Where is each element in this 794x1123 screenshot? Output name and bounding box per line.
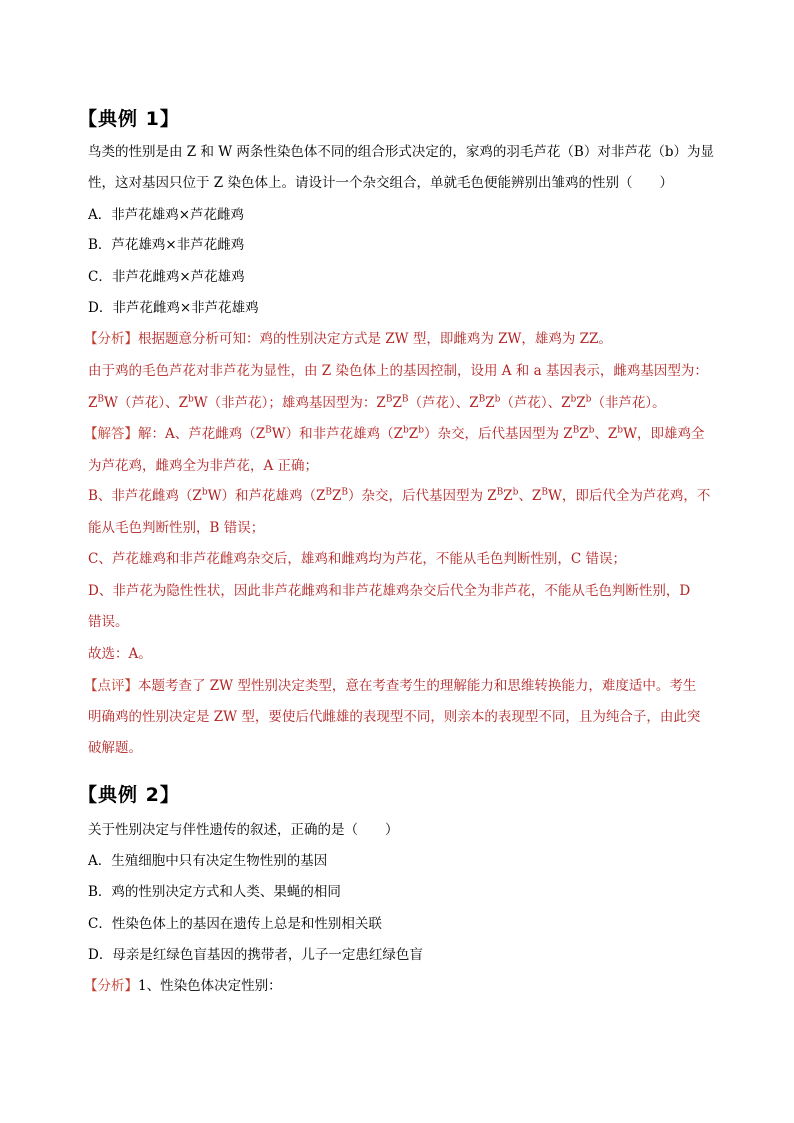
example1-analysis-line: 由于鸡的毛色芦花对非芦花为显性，由 Z 染色体上的基因控制，设用 A 和 a 基因表示，雌鸡基因型为： (88, 363, 708, 379)
example1-option-d: D．非芦花雌鸡×非芦花雄鸡 (88, 300, 259, 316)
example1-question-line: 性，这对基因只位于 Z 染色体上。请设计一个杂交组合，单就毛色便能辨别出雏鸡的性别（ ） (88, 175, 673, 191)
answer-tag: 【解答】 (84, 426, 138, 442)
example1-answer-line: 为芦花鸡，雌鸡全为非芦花，A 正确； (88, 458, 319, 474)
example1-answer-line: 能从毛色判断性别，B 错误； (88, 520, 265, 536)
example1-heading: 【典例 1】 (78, 108, 180, 130)
example2-option-a: A．生殖细胞中只有决定生物性别的基因 (88, 853, 328, 869)
analysis-text: 根据题意分析可知：鸡的性别决定方式是 ZW 型，即雌鸡为 ZW，雄鸡为 ZZ。 (138, 331, 612, 347)
answer-text: 解：A、芦花雌鸡$(Z^BW)$和非芦花雄鸡$(Z^bZ^b)$杂交，后代基因型为 $Z^BZ^b$、$Z^bW$，即雄鸡全 (138, 425, 705, 442)
example1-comment-line (84, 676, 696, 696)
comment-tag: 【点评】 (84, 678, 138, 694)
example1-answer-line: C、芦花雄鸡和非芦花雌鸡杂交后，雄鸡和雌鸡均为芦花，不能从毛色判断性别，C 错误； (88, 551, 626, 567)
example2-heading: 【典例 2】 (78, 784, 180, 806)
example2-analysis-line (84, 976, 282, 996)
example1-answer-line: B、非芦花雌鸡$(Z^bW)$和芦花雄鸡$(Z^BZ^B)$杂交，后代基因型为 $Z^BZ^b$、$Z^BW$，即后代全为芦花鸡，不 (88, 487, 711, 504)
example1-analysis-line (84, 329, 612, 349)
example2-question: 关于性别决定与伴性遗传的叙述，正确的是（ ） (88, 822, 399, 838)
example2-option-b: B．鸡的性别决定方式和人类、果蝇的相同 (88, 884, 341, 900)
analysis-text: 1、性染色体决定性别： (138, 978, 282, 994)
example1-option-c: C．非芦花雌鸡×芦花雄鸡 (88, 269, 245, 285)
example2-option-c: C．性染色体上的基因在遗传上总是和性别相关联 (88, 916, 382, 932)
example1-option-a: A．非芦花雄鸡×芦花雌鸡 (88, 207, 245, 223)
example1-answer-line (84, 424, 704, 444)
example1-question-line: 鸟类的性别是由 Z 和 W 两条性染色体不同的组合形式决定的，家鸡的羽毛芦花（B）对非芦花（b）为显 (88, 144, 714, 160)
example1-comment-line: 明确鸡的性别决定是 ZW 型，要使后代雌雄的表现型不同，则亲本的表现型不同，且为纯合子，由此突 (88, 709, 701, 725)
example2-option-d: D．母亲是红绿色盲基因的携带者，儿子一定患红绿色盲 (88, 947, 423, 963)
comment-text: 本题考查了 ZW 型性别决定类型，意在考查考生的理解能力和思维转换能力，难度适中。考生 (138, 678, 697, 694)
example1-option-b: B．芦花雄鸡×非芦花雌鸡 (88, 237, 245, 253)
example1-comment-line: 破解题。 (88, 740, 142, 756)
example1-answer-line: 错误。 (88, 614, 129, 630)
example1-choice: 故选：A。 (88, 646, 152, 662)
example1-answer-line: D、非芦花为隐性性状，因此非芦花雌鸡和非芦花雄鸡杂交后代全为非芦花，不能从毛色判断性别，D (88, 583, 691, 599)
analysis-tag: 【分析】 (84, 978, 138, 994)
analysis-tag: 【分析】 (84, 331, 138, 347)
example1-analysis-genotypes: $Z^BW$（芦花）、$Z^bW$（非芦花）；雄鸡基因型为：$Z^BZ^B$（芦花）、$Z^BZ^b$（芦花）、$Z^bZ^b$（非芦花）。 (88, 394, 666, 411)
